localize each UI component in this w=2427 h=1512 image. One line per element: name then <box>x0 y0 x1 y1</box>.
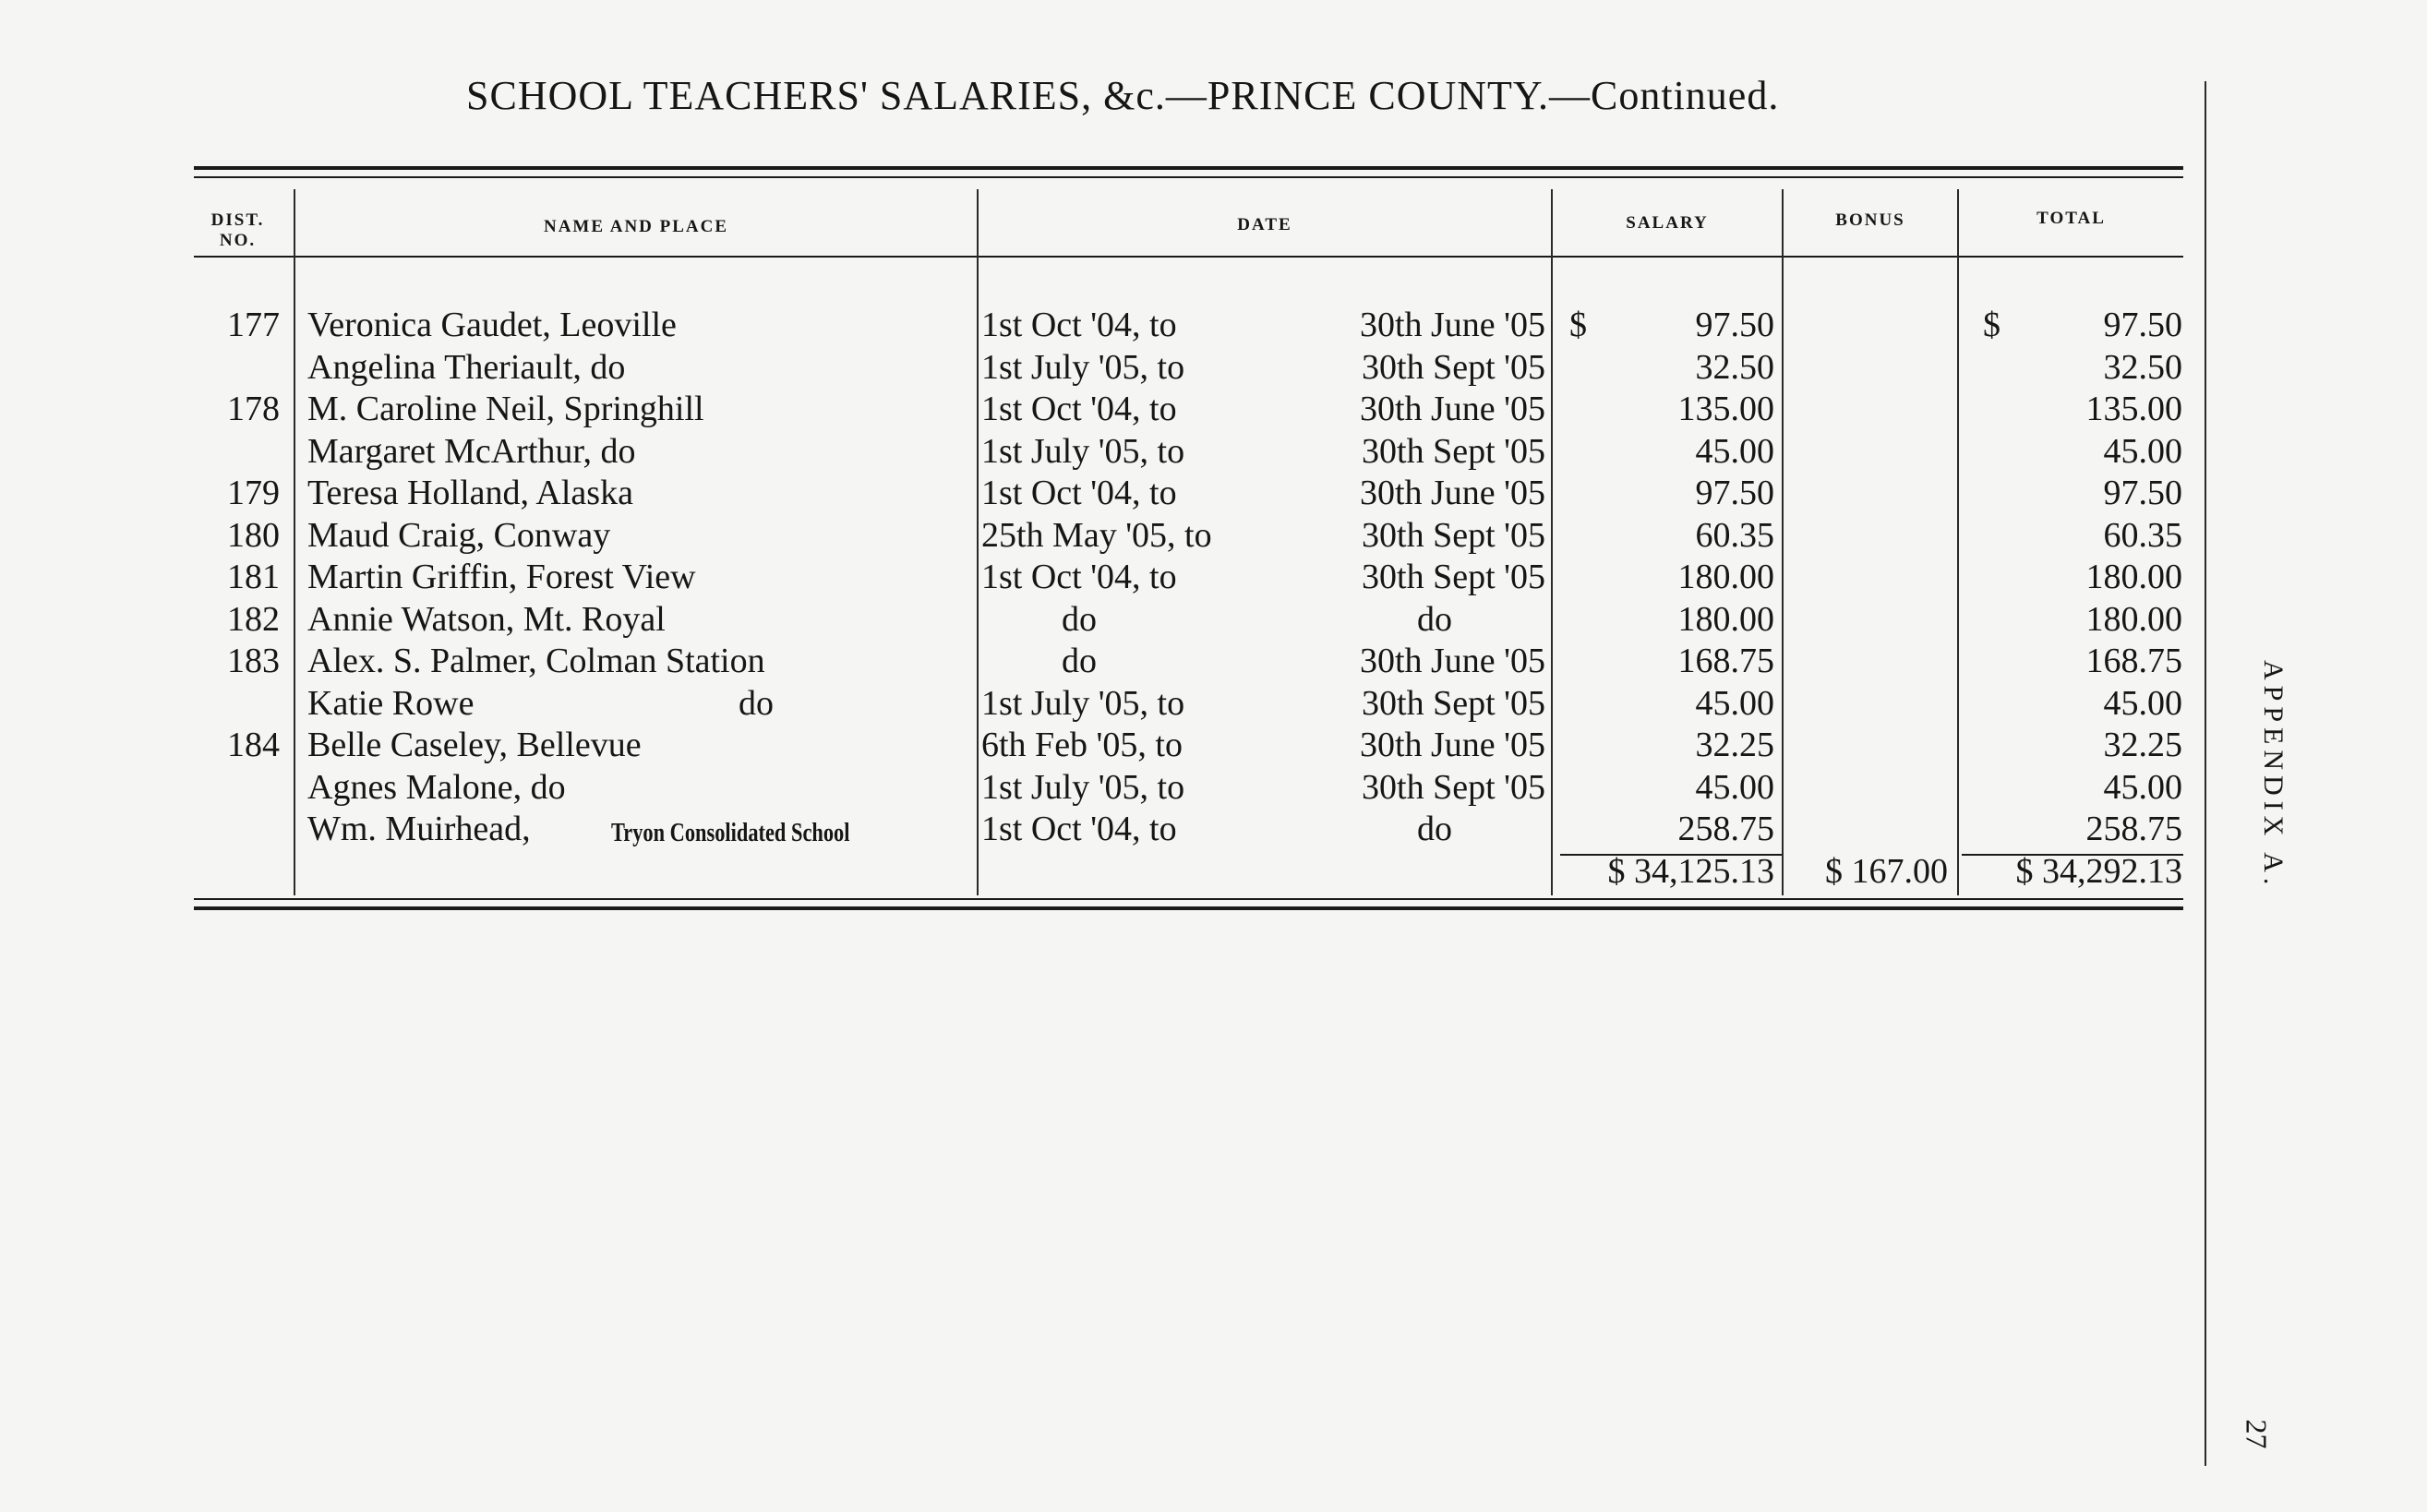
appendix-label: APPENDIX A. <box>2258 660 2289 891</box>
row-total: 32.25 <box>2103 726 2182 764</box>
row-salary: 258.75 <box>1677 810 1774 848</box>
row-dist-no: 184 <box>227 726 280 764</box>
row-date-from: 1st July '05, to <box>981 348 1185 387</box>
row-dist-no: 183 <box>227 642 280 680</box>
row-salary: 60.35 <box>1695 516 1774 555</box>
header-bonus: BONUS <box>1835 210 1905 230</box>
row-date-to: 30th June '05 <box>1359 642 1545 680</box>
header-rule <box>194 256 2183 258</box>
row-salary: 32.25 <box>1695 726 1774 764</box>
row-salary-currency: $ <box>1569 306 1587 344</box>
row-name-place: Agnes Malone, do <box>307 768 566 807</box>
row-salary: 97.50 <box>1695 306 1774 344</box>
row-date-from: 1st July '05, to <box>981 684 1185 723</box>
row-dist-no: 179 <box>227 474 280 512</box>
row-date-from: 1st July '05, to <box>981 432 1185 471</box>
row-name-place: Margaret McArthur, do <box>307 432 636 471</box>
row-date-to: 30th June '05 <box>1359 306 1545 344</box>
row-dist-no: 177 <box>227 306 280 344</box>
row-name-place: Veronica Gaudet, Leoville <box>307 306 677 344</box>
row-salary: 168.75 <box>1677 642 1774 680</box>
row-total: 97.50 <box>2103 306 2182 344</box>
row-date-to: 30th Sept '05 <box>1362 684 1545 723</box>
col-sep-dist <box>294 189 295 895</box>
row-dist-no: 180 <box>227 516 280 555</box>
row-name-place: Katie Rowe <box>307 684 475 723</box>
row-date-from: 1st July '05, to <box>981 768 1185 807</box>
header-dist: DIST. NO. <box>210 210 265 250</box>
row-total: 97.50 <box>2103 474 2182 512</box>
total-bonus: $ 167.00 <box>1825 852 1948 891</box>
row-total: 45.00 <box>2103 684 2182 723</box>
row-name-place: Annie Watson, Mt. Royal <box>307 600 666 639</box>
row-dist-no: 181 <box>227 558 280 596</box>
col-sep-name <box>977 189 979 895</box>
row-date-from: 1st Oct '04, to <box>981 558 1177 596</box>
bottom-rule-thin <box>194 898 2183 900</box>
row-dist-no: 182 <box>227 600 280 639</box>
row-date-from: 25th May '05, to <box>981 516 1212 555</box>
row-date-from: 6th Feb '05, to <box>981 726 1183 764</box>
top-rule-thick <box>194 166 2183 170</box>
row-date-to: 30th Sept '05 <box>1362 516 1545 555</box>
row-date-from: 1st Oct '04, to <box>981 306 1177 344</box>
row-total: 135.00 <box>2085 390 2182 428</box>
bottom-rule-thick <box>194 906 2183 910</box>
row-total: 32.50 <box>2103 348 2182 387</box>
row-name-place: Maud Craig, Conway <box>307 516 611 555</box>
row-date-to: 30th Sept '05 <box>1362 768 1545 807</box>
row-name-do: do <box>739 684 774 723</box>
row-date-to: 30th June '05 <box>1359 726 1545 764</box>
row-total: 168.75 <box>2085 642 2182 680</box>
row-total: 258.75 <box>2085 810 2182 848</box>
row-salary: 32.50 <box>1695 348 1774 387</box>
row-total: 45.00 <box>2103 432 2182 471</box>
row-salary: 97.50 <box>1695 474 1774 512</box>
row-date-to: 30th Sept '05 <box>1362 558 1545 596</box>
row-name-place: Angelina Theriault, do <box>307 348 626 387</box>
row-date-to: 30th June '05 <box>1359 390 1545 428</box>
header-salary: SALARY <box>1626 213 1709 233</box>
col-sep-salary <box>1782 189 1784 895</box>
row-salary: 135.00 <box>1677 390 1774 428</box>
row-date-to: 30th Sept '05 <box>1362 348 1545 387</box>
row-total: 180.00 <box>2085 558 2182 596</box>
row-date-to: do <box>1417 810 1452 848</box>
row-date-to: 30th Sept '05 <box>1362 432 1545 471</box>
header-total: TOTAL <box>2037 209 2106 228</box>
row-name-place: Teresa Holland, Alaska <box>307 474 633 512</box>
row-salary: 45.00 <box>1695 432 1774 471</box>
row-dist-no: 178 <box>227 390 280 428</box>
total-total: $ 34,292.13 <box>2015 852 2182 891</box>
row-date-from: do <box>1062 600 1097 639</box>
row-salary: 180.00 <box>1677 558 1774 596</box>
row-name-place: Wm. Muirhead, <box>307 810 531 848</box>
row-date-to: do <box>1417 600 1452 639</box>
row-date-from: 1st Oct '04, to <box>981 390 1177 428</box>
row-total: 60.35 <box>2103 516 2182 555</box>
top-rule-thin <box>194 176 2183 178</box>
row-date-to: 30th June '05 <box>1359 474 1545 512</box>
row-name-place: M. Caroline Neil, Springhill <box>307 390 704 428</box>
row-name-place: Belle Caseley, Bellevue <box>307 726 642 764</box>
row-total-currency: $ <box>1983 306 2000 344</box>
row-salary: 45.00 <box>1695 768 1774 807</box>
row-salary: 180.00 <box>1677 600 1774 639</box>
row-salary: 45.00 <box>1695 684 1774 723</box>
row-name-place: Martin Griffin, Forest View <box>307 558 696 596</box>
row-total: 180.00 <box>2085 600 2182 639</box>
row-date-from: 1st Oct '04, to <box>981 474 1177 512</box>
header-date: DATE <box>1237 215 1292 234</box>
row-name-school: Tryon Consolidated School <box>611 819 850 847</box>
row-date-from: do <box>1062 642 1097 680</box>
margin-line <box>2205 81 2206 1466</box>
total-salary: $ 34,125.13 <box>1607 852 1774 891</box>
page-title: SCHOOL TEACHERS' SALARIES, &c.—PRINCE COUNTY.—Continued. <box>466 73 1780 118</box>
row-name-place: Alex. S. Palmer, Colman Station <box>307 642 765 680</box>
header-name: NAME AND PLACE <box>543 217 729 236</box>
page-number: 27 <box>2240 1419 2274 1449</box>
row-total: 45.00 <box>2103 768 2182 807</box>
row-date-from: 1st Oct '04, to <box>981 810 1177 848</box>
